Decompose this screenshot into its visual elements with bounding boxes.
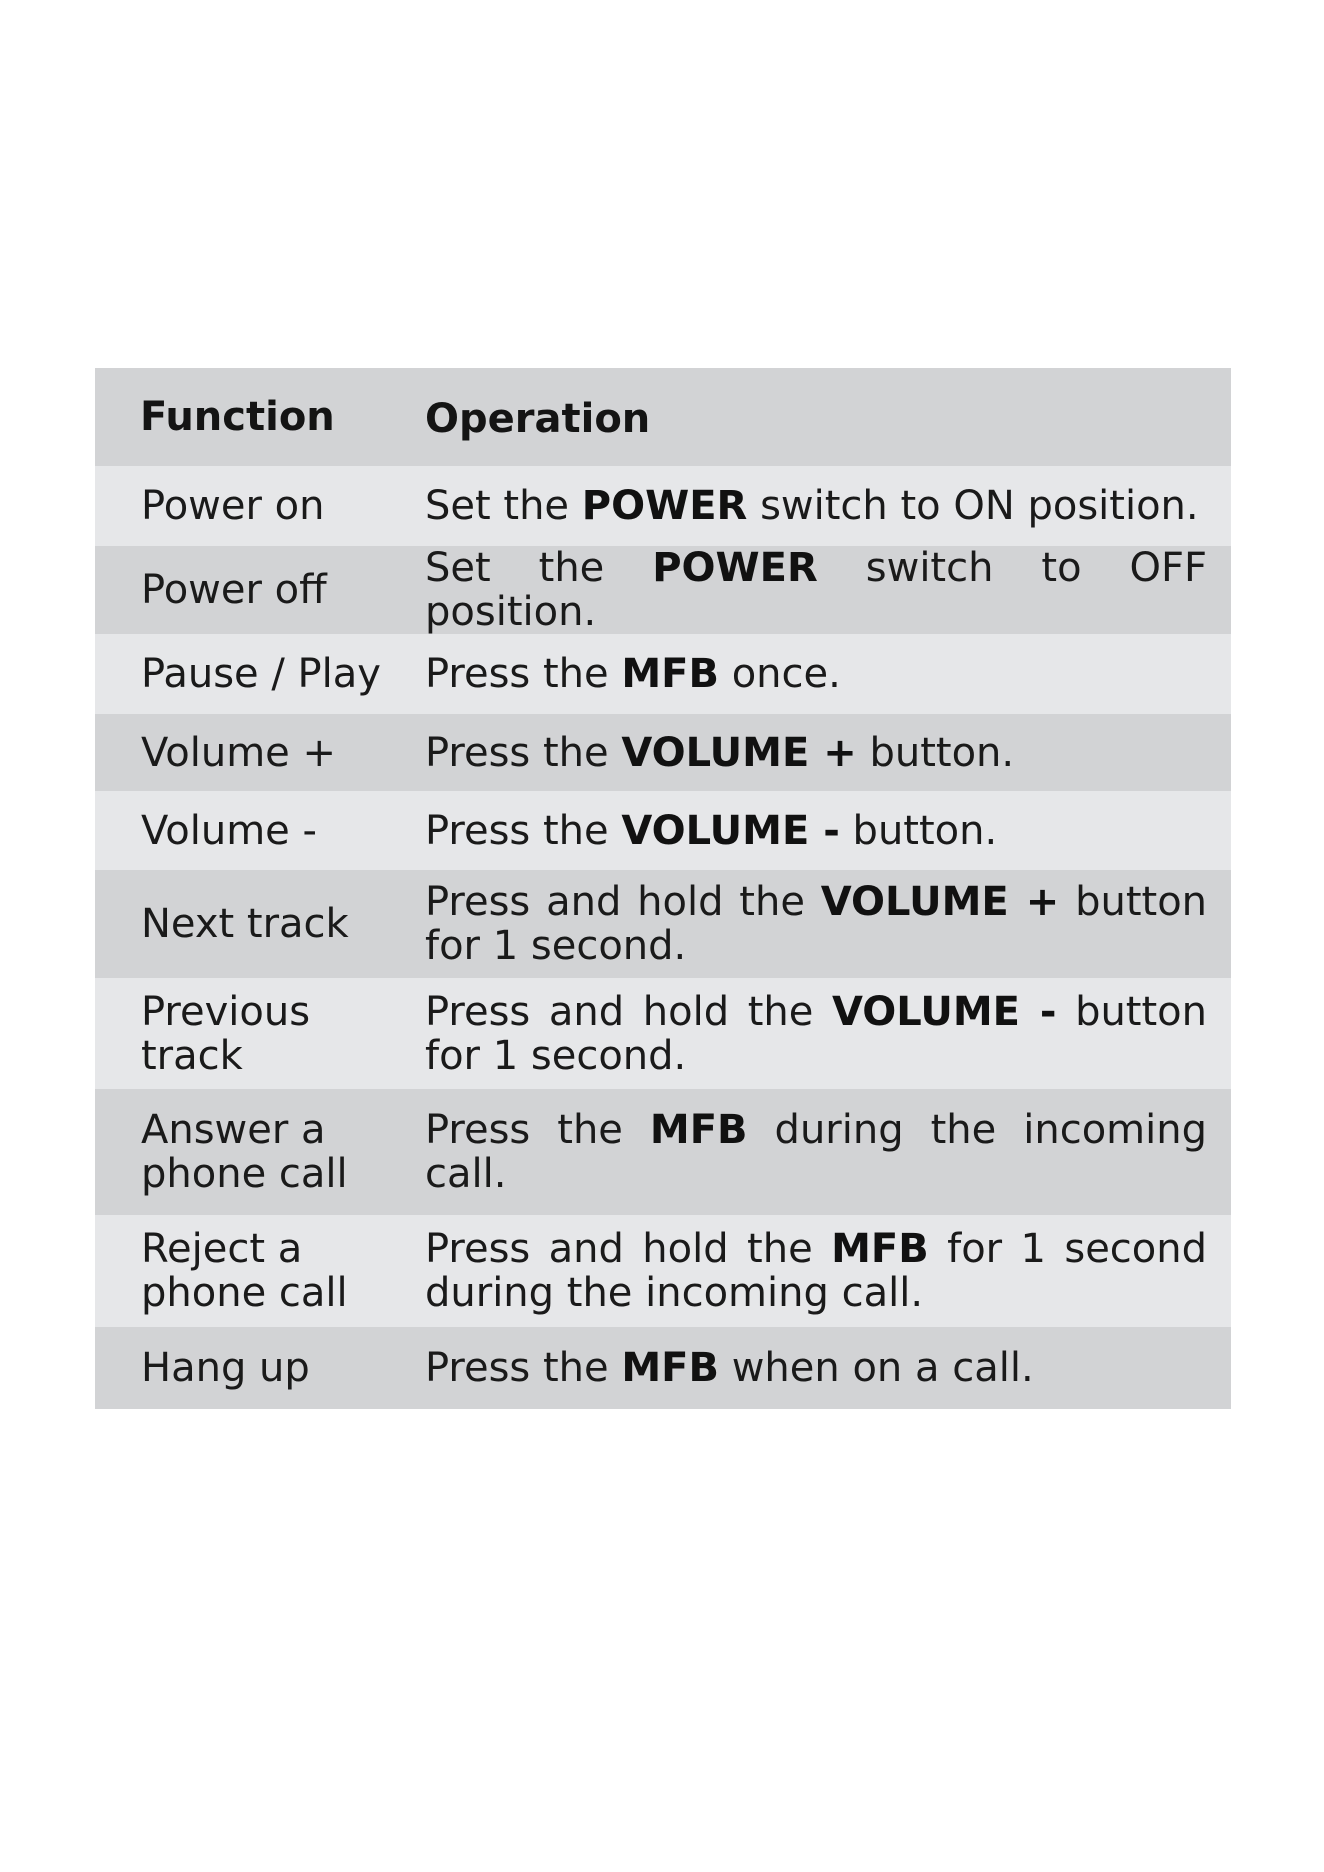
function-cell: Hang up — [95, 1327, 425, 1409]
function-cell: Volume - — [95, 791, 425, 870]
table-row — [95, 466, 1231, 546]
control-name: MFB — [621, 651, 719, 697]
function-cell: Previous track — [95, 978, 425, 1089]
function-cell: Power off — [95, 546, 425, 634]
control-name: MFB — [649, 1107, 748, 1153]
function-column-header: Function — [95, 368, 425, 466]
operation-cell: Press and hold the VOLUME - button for 1 second. — [425, 978, 1231, 1089]
function-cell: Answer a phone call — [95, 1089, 425, 1215]
operation-column-header: Operation — [425, 368, 1231, 466]
control-name: VOLUME + — [820, 879, 1060, 925]
function-cell: Power on — [95, 466, 425, 546]
table-row — [95, 1327, 1231, 1409]
operation-cell: Set the POWER switch to OFF position. — [425, 546, 1231, 634]
control-name: VOLUME + — [621, 729, 857, 776]
operation-cell: Press the MFB once. — [425, 634, 1231, 714]
table-row — [95, 870, 1231, 978]
operation-cell: Press the MFB during the incoming call. — [425, 1089, 1231, 1215]
table-row — [95, 978, 1231, 1089]
function-cell: Next track — [95, 870, 425, 978]
control-name: POWER — [581, 483, 748, 529]
table-row — [95, 1089, 1231, 1215]
operation-cell: Press and hold the VOLUME + button for 1 second. — [425, 870, 1231, 978]
operation-cell: Press and hold the MFB for 1 second during the incoming call. — [425, 1215, 1231, 1327]
table-row — [95, 791, 1231, 870]
control-name: VOLUME - — [832, 988, 1057, 1035]
table-row — [95, 546, 1231, 634]
table-row — [95, 714, 1231, 791]
control-name: MFB — [831, 1226, 929, 1272]
control-name: POWER — [652, 545, 818, 591]
table-row — [95, 634, 1231, 714]
function-cell: Pause / Play — [95, 634, 425, 714]
function-cell: Reject a phone call — [95, 1215, 425, 1327]
table-header-row — [95, 368, 1231, 466]
function-cell: Volume + — [95, 714, 425, 791]
operation-cell: Press the VOLUME + button. — [425, 714, 1231, 791]
operation-cell: Set the POWER switch to ON position. — [425, 466, 1231, 546]
table-row — [95, 1215, 1231, 1327]
function-operation-table — [95, 368, 1231, 1409]
control-name: VOLUME - — [621, 807, 840, 854]
control-name: MFB — [621, 1345, 719, 1391]
operation-cell: Press the VOLUME - button. — [425, 791, 1231, 870]
operation-cell: Press the MFB when on a call. — [425, 1327, 1231, 1409]
